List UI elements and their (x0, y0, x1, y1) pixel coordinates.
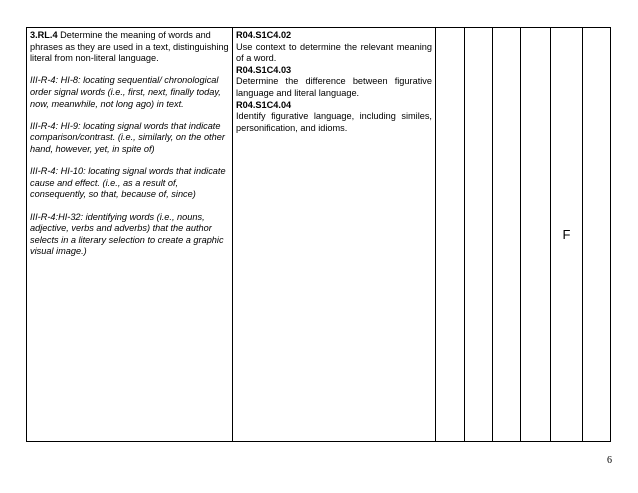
standard-code: 3.RL.4 (30, 30, 58, 40)
empty-cell (521, 28, 551, 442)
skill-item: III-R-4:HI-32: identifying words (i.e., nouns, adjective, verbs and adverbs) that the author selects in a literary selection to create a graphic visual image.) (30, 211, 224, 257)
objective-code: R04.S1C4.02 (236, 30, 292, 40)
empty-cell (465, 28, 493, 442)
page-number: 6 (607, 455, 612, 466)
skill-item: III-R-4: HI-9: locating signal words that indicate comparison/contrast. (i.e., similarly, on the other hand, however, yet, in spite of) (30, 120, 225, 154)
objective-code: R04.S1C4.04 (236, 99, 292, 110)
standard-cell (27, 28, 233, 442)
table-row (27, 28, 611, 442)
standard-text: Determine the meaning of words and phrases as they are used in a text, distinguishing literal from non-literal language. (30, 30, 229, 64)
empty-cell (583, 28, 611, 442)
empty-cell (493, 28, 521, 442)
objectives-cell (233, 28, 436, 442)
standard-description (30, 30, 229, 65)
objective-text: Identify figurative language, including similes, personification, and idioms. (236, 111, 432, 133)
mark-cell: F (551, 28, 583, 442)
objective-text: Use context to determine the relevant meaning of a word. (236, 41, 432, 64)
empty-cell (436, 28, 465, 442)
objective-text: Determine the difference between figurative language and literal language. (236, 76, 432, 98)
skill-item: III-R-4: HI-8: locating sequential/ chronological order signal words (i.e., first, next, finally today, now, meanwhile, not long ago) in text. (30, 75, 221, 109)
skill-item: III-R-4: HI-10: locating signal words that indicate cause and effect. (i.e., as a result of, consequently, so that, because of, since) (30, 166, 226, 200)
objective-code: R04.S1C4.03 (236, 64, 292, 75)
standards-table (26, 27, 611, 442)
